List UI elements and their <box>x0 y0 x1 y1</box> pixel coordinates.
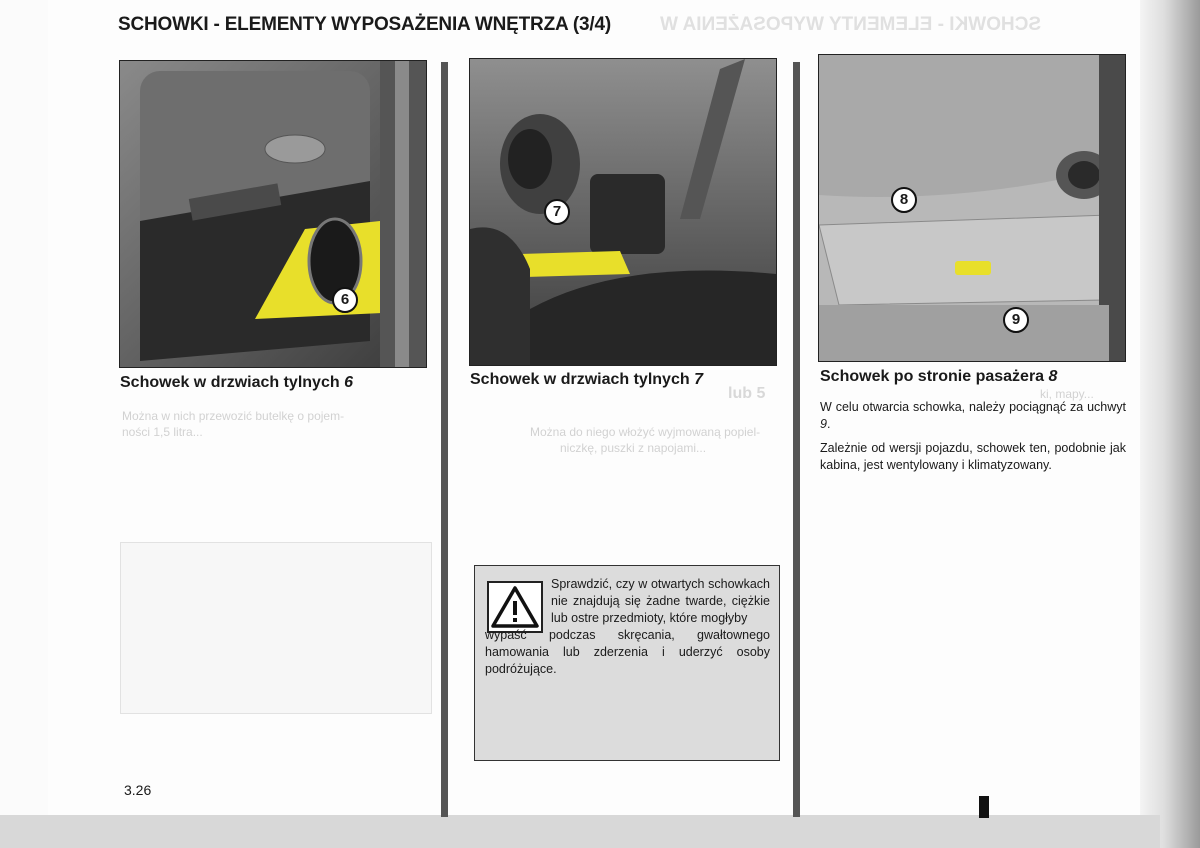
callout-6: 6 <box>332 287 358 313</box>
thumb-index-mark <box>979 796 989 818</box>
warning-text-rest: wypaść podczas skręcania, gwałtownego hamowania lub zderzenia i uderzyć osoby podróżujące. <box>485 628 770 676</box>
caption-text: Schowek w drzwiach tylnych <box>470 371 695 388</box>
instruction-ref: 9 <box>820 417 827 431</box>
figure-caption-6 <box>120 374 353 392</box>
callout-9: 9 <box>1003 307 1029 333</box>
bleed-through-line: Można w nich przewozić butelkę o pojem- <box>122 409 345 423</box>
warning-text <box>485 576 770 678</box>
page-edge <box>1140 0 1200 848</box>
scan-margin <box>0 0 48 848</box>
caption-ref: 6 <box>344 374 353 391</box>
caption-text: Schowek po stronie pasażera <box>820 368 1049 385</box>
callout-8: 8 <box>891 187 917 213</box>
photo-glovebox-8 <box>818 54 1126 362</box>
glovebox-ventilation-note: Zależnie od wersji pojazdu, schowek ten, podobnie jak kabina, jest wentylowany i klimatyzowany. <box>820 441 1126 472</box>
caption-ref: 8 <box>1048 368 1058 385</box>
bleed-through-line: Można do niego włożyć wyjmowaną popiel- <box>530 425 761 439</box>
bleed-through-title: SCHOWKI - ELEMENTY WYPOSAŻENIA W <box>660 14 1042 35</box>
photo-rear-door-pocket-7 <box>469 58 777 366</box>
bleed-through-heading: lub 5 <box>728 385 766 402</box>
glovebox-instruction <box>820 399 1126 433</box>
bleed-through-box <box>120 542 432 714</box>
page-number: 3.26 <box>124 782 152 798</box>
photo-rear-door-pocket-6 <box>119 60 427 368</box>
instruction-end: . <box>826 417 831 431</box>
column-divider <box>793 62 800 817</box>
figure-caption-8 <box>820 368 1057 386</box>
instruction-text: W celu otwarcia schowka, należy pociągnąć za uchwyt <box>820 400 1126 414</box>
bleed-through-line: ności 1,5 litra... <box>122 425 203 439</box>
caption-ref: 7 <box>694 371 703 388</box>
warning-text-indented: Sprawdzić, czy w otwartych schowkach nie znajdują się żadne twarde, ciężkie lub ostre przedmioty, które mogłyby <box>551 577 770 625</box>
bleed-through-line: ki, mapy... <box>1040 387 1094 401</box>
page-title: SCHOWKI - ELEMENTY WYPOSAŻENIA WNĘTRZA (3/4) <box>118 14 611 35</box>
warning-box <box>474 565 780 761</box>
scan-bottom-margin <box>0 815 1160 848</box>
bleed-through-line: niczkę, puszki z napojami... <box>560 441 707 455</box>
caption-text: Schowek w drzwiach tylnych <box>120 374 345 391</box>
figure-caption-7 <box>470 371 703 389</box>
callout-7: 7 <box>544 199 570 225</box>
column-divider <box>441 62 448 817</box>
